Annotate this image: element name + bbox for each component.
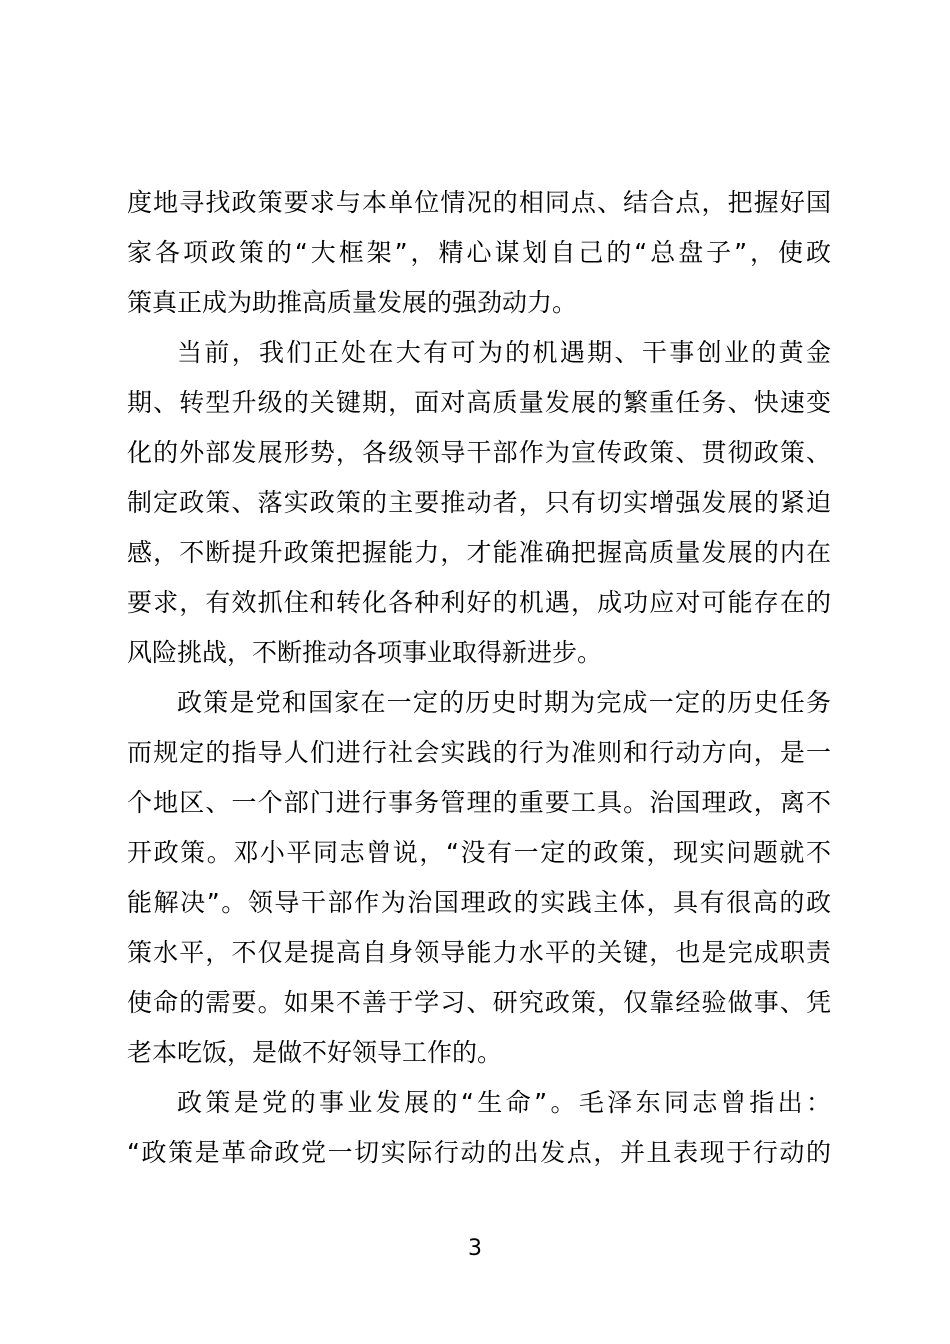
text-line: 能解决”。领导干部作为治国理政的实践主体，具有很高的政 <box>127 888 831 917</box>
text-line: 化的外部发展形势，各级领导干部作为宣传政策、贯彻政策、 <box>127 438 831 467</box>
text-line: 个地区、一个部门进行事务管理的重要工具。治国理政，离不 <box>127 788 831 817</box>
text-line: 使命的需要。如果不善于学习、研究政策，仅靠经验做事、凭 <box>127 988 831 1017</box>
paragraph-policy-definition <box>127 678 831 1078</box>
text-line: 老本吃饭，是做不好领导工作的。 <box>127 1038 503 1067</box>
text-line: 当前，我们正处在大有可为的机遇期、干事创业的黄金 <box>177 338 831 367</box>
text-line: 要求，有效抓住和转化各种利好的机遇，成功应对可能存在的 <box>127 588 831 617</box>
page-number: 3 <box>468 1236 482 1261</box>
text-line: 政策是党的事业发展的“生命”。毛泽东同志曾指出： <box>177 1088 831 1117</box>
text-line: 期、转型升级的关键期，面对高质量发展的繁重任务、快速变 <box>127 388 831 417</box>
paragraph-continued <box>127 178 831 328</box>
text-line: 感，不断提升政策把握能力，才能准确把握高质量发展的内在 <box>127 538 831 567</box>
text-line: 家各项政策的“大框架”，精心谋划自己的“总盘子”，使政 <box>127 238 831 267</box>
text-line: 制定政策、落实政策的主要推动者，只有切实增强发展的紧迫 <box>127 488 831 517</box>
document-body <box>127 178 831 1178</box>
text-line: 而规定的指导人们进行社会实践的行为准则和行动方向，是一 <box>127 738 831 767</box>
text-line: 策真正成为助推高质量发展的强劲动力。 <box>127 288 578 317</box>
text-line: 政策是党和国家在一定的历史时期为完成一定的历史任务 <box>177 688 831 717</box>
text-line: 策水平，不仅是提高自身领导能力水平的关键，也是完成职责 <box>127 938 831 967</box>
paragraph-policy-life <box>127 1078 831 1178</box>
text-line: 开政策。邓小平同志曾说，“没有一定的政策，现实问题就不 <box>127 838 831 867</box>
paragraph-current-situation <box>127 328 831 678</box>
text-line: 度地寻找政策要求与本单位情况的相同点、结合点，把握好国 <box>127 188 831 217</box>
text-line: 风险挑战，不断推动各项事业取得新进步。 <box>127 638 603 667</box>
text-line: “政策是革命政党一切实际行动的出发点，并且表现于行动的 <box>127 1138 831 1167</box>
